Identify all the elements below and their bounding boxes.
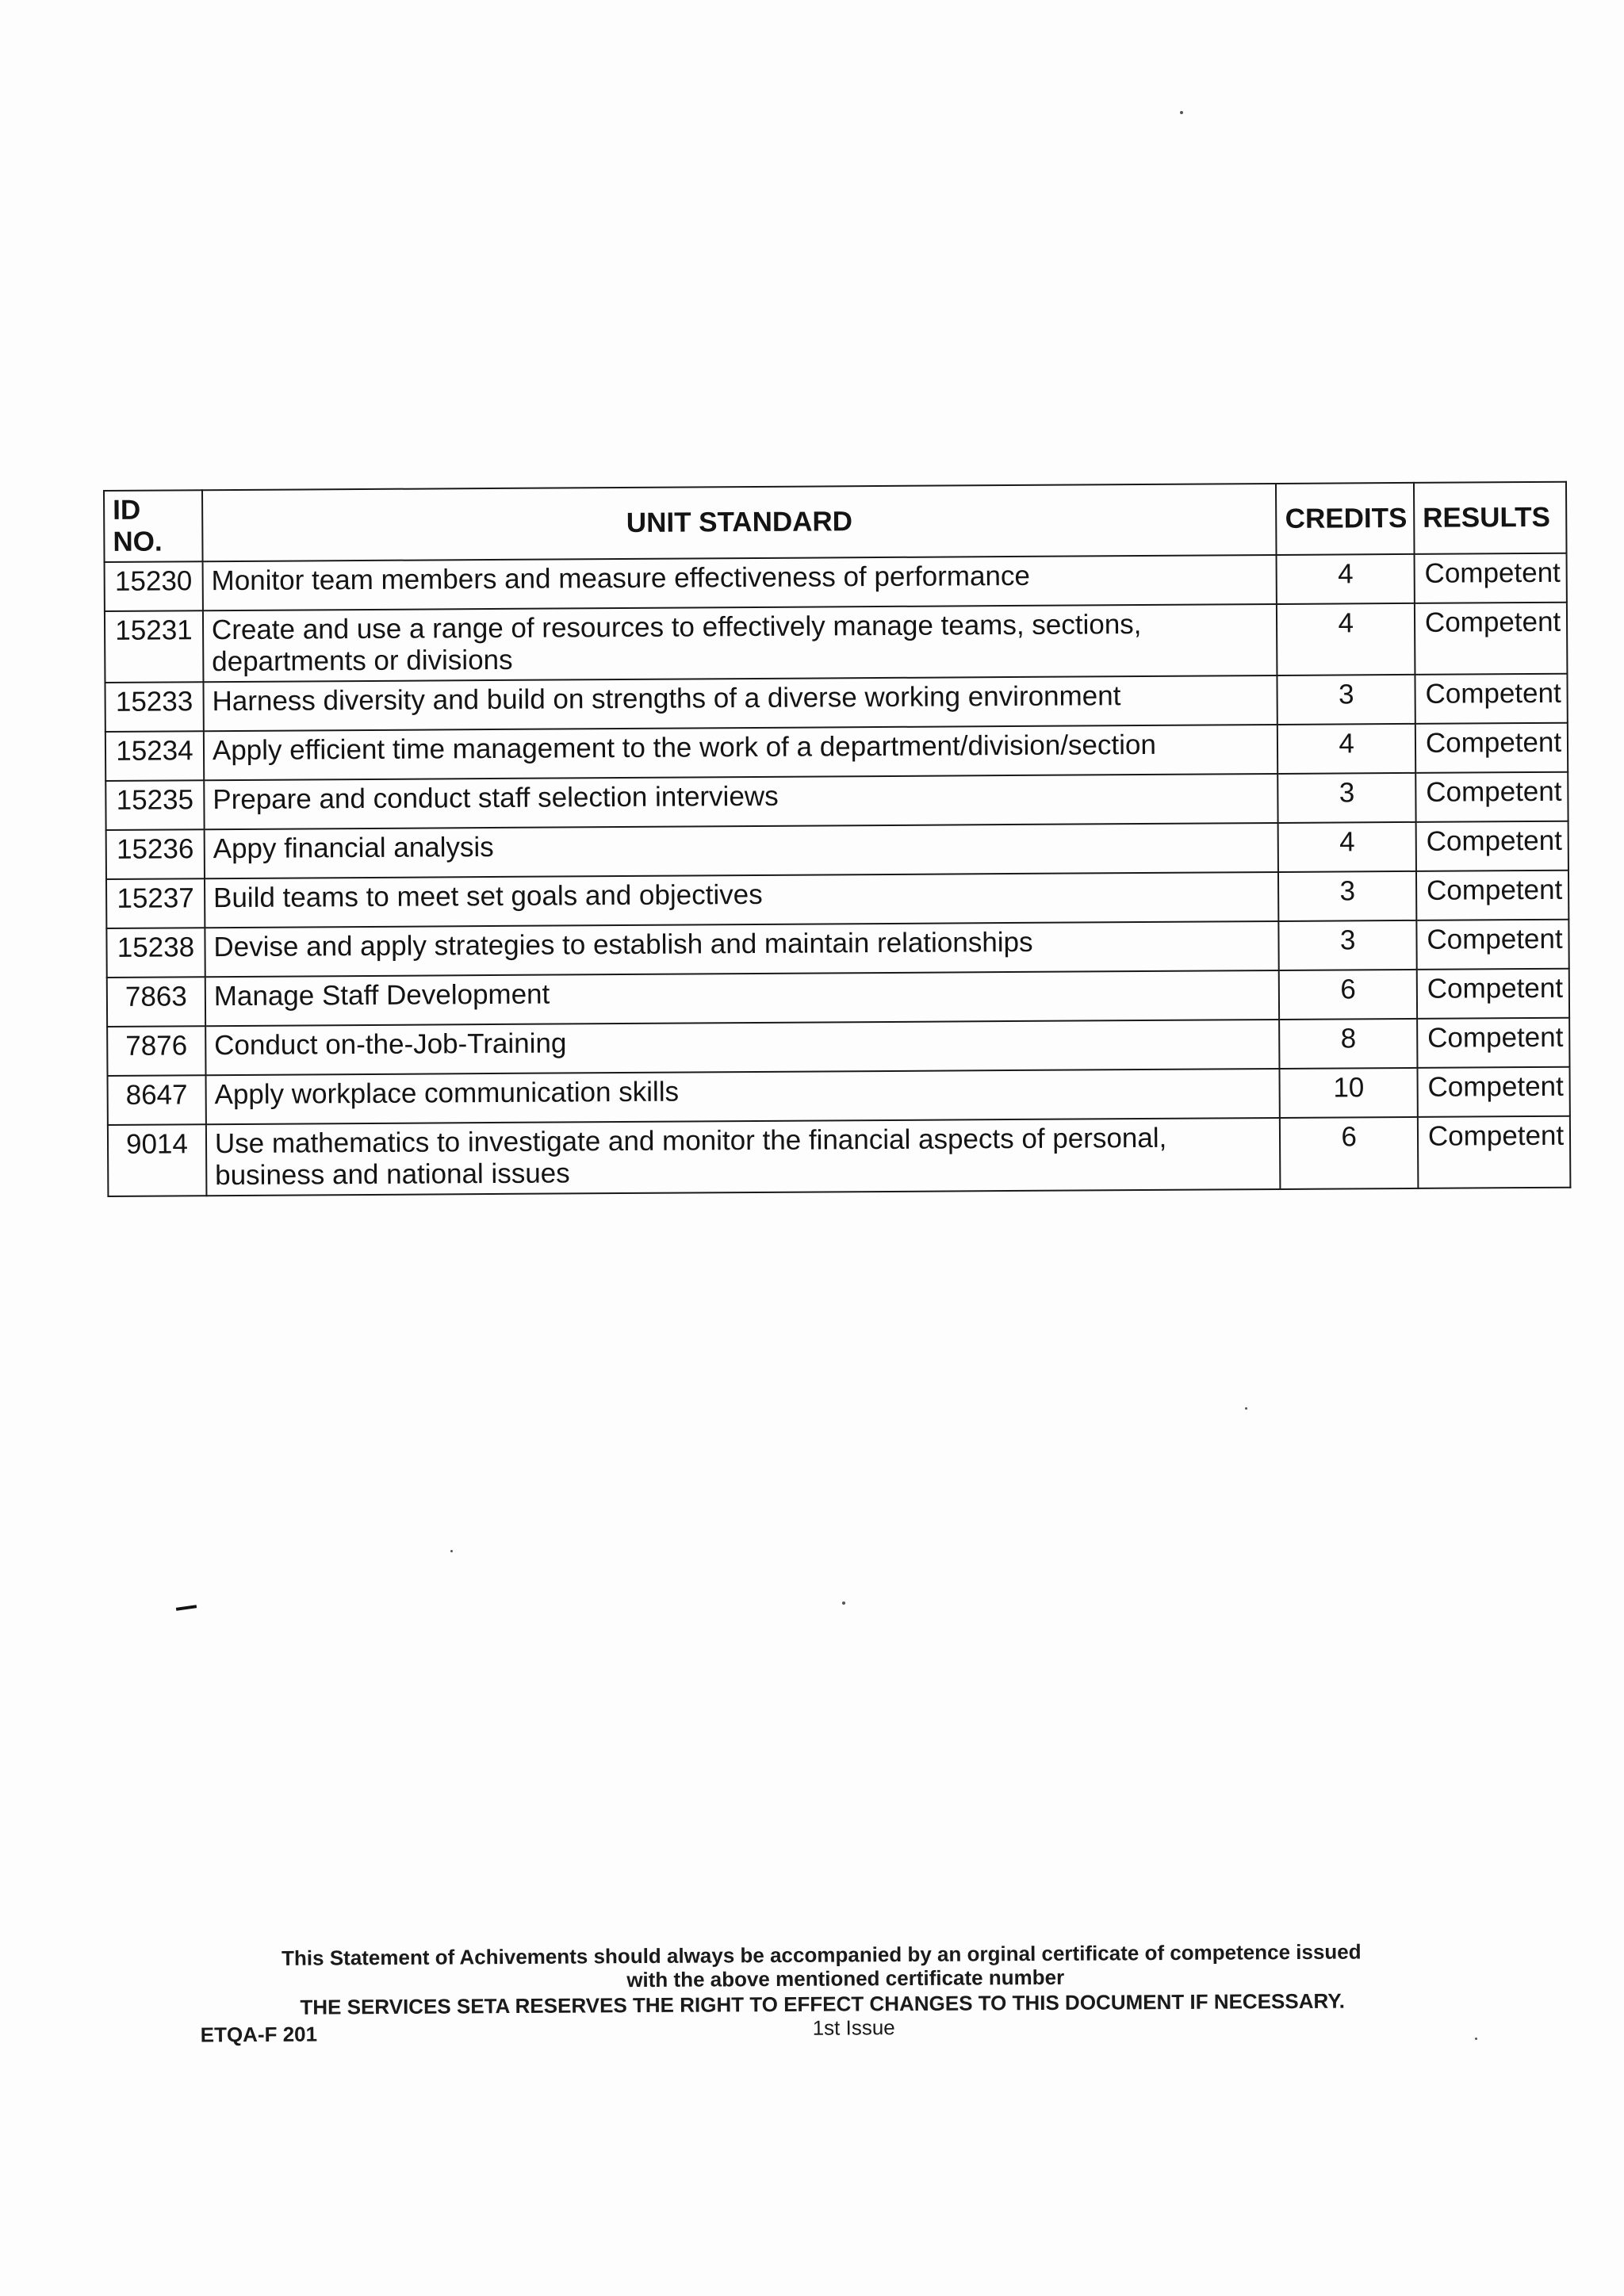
table-body [105, 553, 1571, 1196]
footer-notice: This Statement of Achivements should always be accompanied by an orginal certificate of competence issued [281, 1939, 1362, 1970]
credits-cell: 4 [1277, 603, 1415, 675]
scan-mark [176, 1605, 197, 1611]
result-cell: Competent [1416, 821, 1568, 871]
credits-cell: 3 [1277, 675, 1415, 725]
scan-speck [1475, 2038, 1477, 2040]
footer-notice-continued: with the above mentioned certificate number [626, 1965, 1065, 1992]
unit-cell: Monitor team members and measure effectiveness of performance [202, 555, 1277, 610]
result-cell: Competent [1416, 920, 1568, 970]
id-cell: 15235 [105, 780, 204, 830]
result-cell: Competent [1415, 674, 1567, 724]
result-cell: Competent [1415, 772, 1568, 822]
credits-cell: 4 [1277, 724, 1415, 774]
unit-cell: Create and use a range of resources to effectively manage teams, sections, departments or divisions [203, 604, 1277, 682]
issue-label: 1st Issue [812, 2015, 895, 2040]
header-unit-standard: UNIT STANDARD [202, 484, 1277, 561]
result-cell: Competent [1417, 1018, 1569, 1068]
result-cell: Competent [1415, 603, 1568, 675]
unit-cell: Apply workplace communication skills [205, 1069, 1280, 1124]
result-cell: Competent [1415, 723, 1568, 773]
scan-speck [1245, 1407, 1247, 1410]
result-cell: Competent [1414, 553, 1566, 603]
unit-cell: Manage Staff Development [205, 970, 1280, 1026]
credits-cell: 8 [1280, 1019, 1418, 1069]
table-row [105, 603, 1568, 683]
unit-cell: Use mathematics to investigate and monitor the financial aspects of personal, business and national issues [206, 1118, 1281, 1196]
result-cell: Competent [1418, 1116, 1571, 1188]
id-cell: 15238 [106, 928, 205, 978]
header-results: RESULTS [1414, 482, 1567, 554]
unit-cell: Appy financial analysis [205, 823, 1279, 878]
credits-cell: 4 [1277, 554, 1415, 604]
credits-cell: 3 [1279, 920, 1417, 970]
table-row [106, 821, 1568, 879]
table-row [105, 553, 1567, 611]
id-cell: 15237 [106, 878, 205, 928]
table-row [105, 723, 1568, 781]
header-id: ID NO. [104, 490, 202, 562]
unit-cell: Harness diversity and build on strengths of a diverse working environment [203, 675, 1277, 731]
table-row [108, 1116, 1571, 1196]
credits-cell: 4 [1278, 822, 1416, 872]
scan-speck [842, 1601, 845, 1605]
id-cell: 15233 [105, 682, 203, 732]
document-footer [0, 1937, 1624, 2047]
table-row [105, 674, 1567, 732]
header-credits: CREDITS [1276, 483, 1414, 555]
table-header-row [104, 482, 1567, 562]
scan-speck [1180, 111, 1183, 114]
unit-standards-table [103, 481, 1571, 1197]
id-cell: 9014 [108, 1124, 206, 1196]
id-cell: 8647 [108, 1075, 206, 1125]
table-row [107, 1018, 1569, 1076]
table-row [106, 920, 1568, 978]
table-row [108, 1067, 1570, 1125]
unit-cell: Devise and apply strategies to establish and maintain relationships [205, 921, 1279, 977]
result-cell: Competent [1416, 871, 1568, 920]
scan-speck [450, 1550, 453, 1552]
unit-cell: Apply efficient time management to the work of a department/division/section [204, 725, 1278, 780]
credits-cell: 3 [1278, 773, 1416, 823]
unit-cell: Conduct on-the-Job-Training [205, 1020, 1280, 1075]
id-cell: 7876 [107, 1026, 205, 1076]
table-row [106, 871, 1568, 928]
form-code: ETQA-F 201 [200, 2022, 318, 2047]
credits-cell: 10 [1280, 1068, 1418, 1118]
result-cell: Competent [1417, 1067, 1569, 1117]
unit-cell: Prepare and conduct staff selection interviews [204, 774, 1278, 829]
id-cell: 15236 [106, 829, 205, 879]
result-cell: Competent [1417, 969, 1569, 1019]
credits-cell: 6 [1280, 1117, 1418, 1189]
id-cell: 15230 [105, 561, 203, 611]
table-row [105, 772, 1568, 830]
footer-disclaimer: THE SERVICES SETA RESERVES THE RIGHT TO EFFECT CHANGES TO THIS DOCUMENT IF NECESSARY. [300, 1988, 1346, 2019]
credits-cell: 6 [1279, 970, 1417, 1020]
id-cell: 7863 [107, 977, 205, 1027]
unit-cell: Build teams to meet set goals and objectives [205, 872, 1279, 928]
id-cell: 15231 [105, 610, 203, 683]
credits-cell: 3 [1278, 871, 1416, 921]
table-row [107, 969, 1569, 1027]
id-cell: 15234 [105, 731, 204, 781]
